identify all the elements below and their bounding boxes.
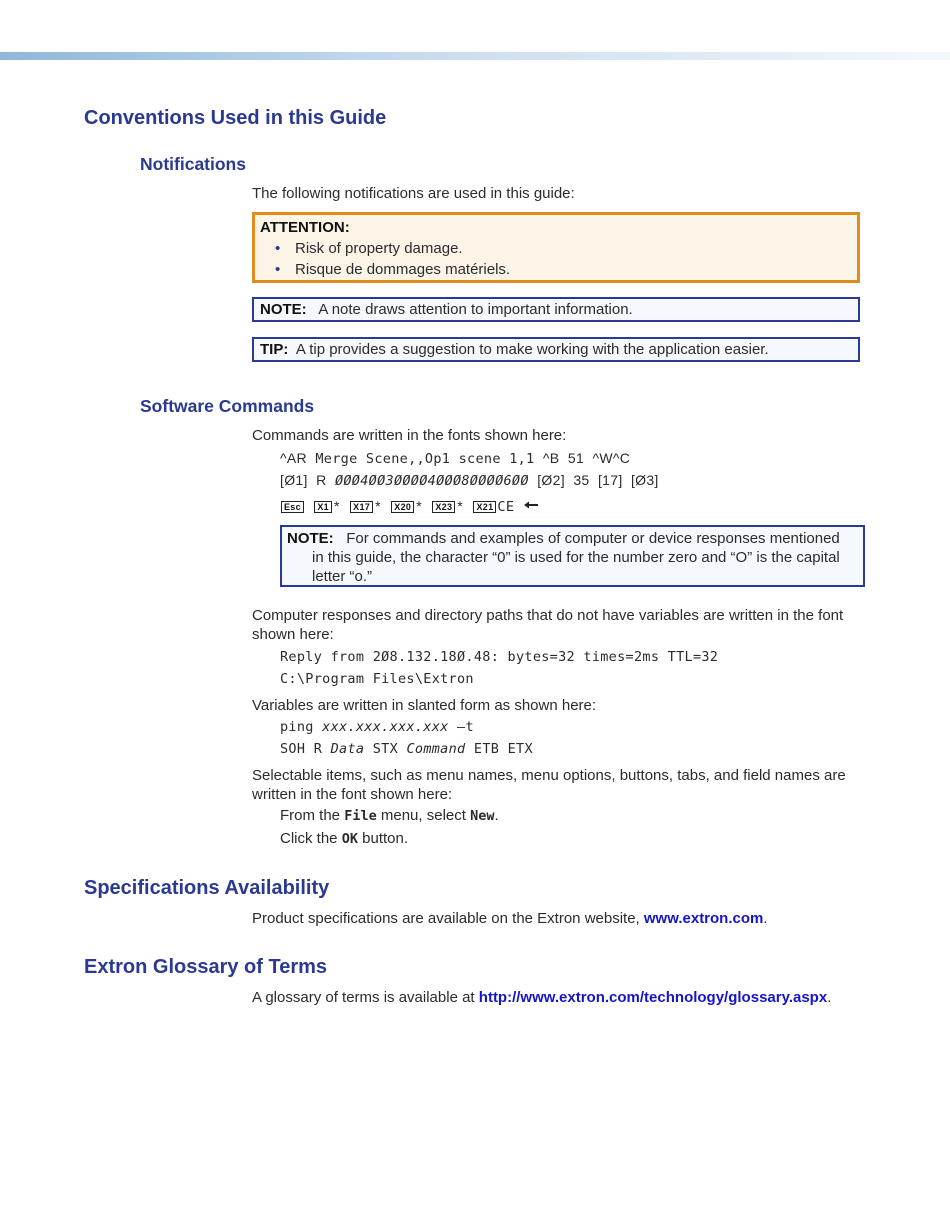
star-glyph: * <box>416 498 422 514</box>
key-x20: X20 <box>391 501 414 513</box>
sel-text: Click the <box>280 830 338 847</box>
selectable-intro: Selectable items, such as menu names, menu options, buttons, tabs, and field names are written in the font shown here: <box>252 767 846 803</box>
note-text: A note draws attention to important information. <box>318 301 633 318</box>
var-command: Command <box>406 741 466 757</box>
sel-text: button. <box>362 830 409 847</box>
cmd-merge-scene: Merge Scene,,Op1 scene 1,1 <box>315 451 535 467</box>
var-option: —t <box>457 719 474 735</box>
cmd-ctrl-wc: ^W^C <box>592 450 631 466</box>
section-heading-conventions: Conventions Used in this Guide <box>84 107 387 129</box>
glossary-paragraph <box>252 988 862 1007</box>
key-x23: X23 <box>432 501 455 513</box>
var-soh: SOH R <box>280 741 323 757</box>
cmd-02: [Ø2] <box>537 472 565 488</box>
variables-intro: Variables are written in slanted form as shown here: <box>252 697 597 714</box>
cmd-17: [17] <box>597 472 623 488</box>
key-x21: X21 <box>473 501 496 513</box>
commands-intro: Commands are written in the fonts shown here: <box>252 427 567 444</box>
attention-item: • Risque de dommages matériels. <box>295 259 857 280</box>
key-x17: X17 <box>350 501 373 513</box>
cmd-51: 51 <box>567 450 585 466</box>
section-heading-specs: Specifications Availability <box>84 877 330 899</box>
cmd-ctrl-b: ^B <box>542 450 560 466</box>
sel-text: From the <box>280 807 341 824</box>
notifications-intro: The following notifications are used in this guide: <box>252 185 575 202</box>
var-ip: xxx.xxx.xxx.xxx <box>322 719 449 735</box>
var-stx: STX <box>372 741 399 757</box>
key-x1: X1 <box>314 501 332 513</box>
note-box <box>252 297 860 322</box>
command-line-2 <box>280 472 659 489</box>
var-ping: ping <box>280 719 314 735</box>
glossary-period: . <box>827 989 832 1006</box>
cmd-ctrl-ar: ^AR <box>280 450 307 466</box>
note-label: NOTE: <box>260 301 307 318</box>
sel-file: File <box>344 808 377 824</box>
command-line-3 <box>280 498 539 515</box>
key-esc: Esc <box>281 501 304 513</box>
subheading-software-commands: Software Commands <box>140 396 315 416</box>
sel-period: . <box>494 807 499 824</box>
selectable-line-2 <box>280 830 408 847</box>
tip-label: TIP: <box>260 341 289 358</box>
sel-ok: OK <box>341 831 358 847</box>
attention-box <box>252 212 860 283</box>
variable-line-2 <box>280 741 533 757</box>
cmd-r: R <box>316 472 327 488</box>
sel-text: menu, select <box>380 807 466 824</box>
star-glyph: * <box>457 498 464 514</box>
command-note-text: For commands and examples of computer or device responses mentioned in this guide, the character “0” is used for the number zero and “O” is the capital letter “o.” <box>312 530 840 585</box>
attention-list <box>260 238 857 280</box>
attention-item: • Risk of property damage. <box>295 238 857 259</box>
cmd-ce: CE <box>497 499 515 515</box>
responses-intro: Computer responses and directory paths that do not have variables are written in the font shown here: <box>252 607 844 643</box>
cmd-hex-value: ØØØ4ØØ3ØØØØ4ØØØ8ØØØØ6ØØ <box>334 473 529 489</box>
command-note-box <box>280 525 865 587</box>
cmd-03: [Ø3] <box>630 472 659 488</box>
var-data: Data <box>330 741 365 757</box>
sel-new: New <box>470 808 495 824</box>
tip-text: A tip provides a suggestion to make working with the application easier. <box>295 341 769 358</box>
enter-arrow-icon <box>523 499 539 515</box>
var-etb-etx: ETB ETX <box>473 741 533 757</box>
variable-line-1 <box>280 719 474 735</box>
star-glyph: * <box>333 498 340 514</box>
subheading-notifications: Notifications <box>140 154 246 174</box>
selectable-line-1 <box>280 807 499 824</box>
cmd-01: [Ø1] <box>280 472 308 488</box>
specs-period: . <box>763 910 768 927</box>
glossary-link[interactable]: http://www.extron.com/technology/glossary.aspx <box>478 989 828 1006</box>
specs-text: Product specifications are available on the Extron website, <box>252 910 640 927</box>
extron-website-link[interactable]: www.extron.com <box>643 910 764 927</box>
response-line-1: Reply from 2Ø8.132.18Ø.48: bytes=32 times=2ms TTL=32 <box>280 649 719 665</box>
cmd-35: 35 <box>573 472 590 488</box>
attention-title: ATTENTION: <box>260 219 350 236</box>
tip-box <box>252 337 860 362</box>
command-line-1 <box>280 450 630 467</box>
header-band <box>0 52 950 60</box>
command-note-label: NOTE: <box>287 530 334 547</box>
specs-paragraph <box>252 909 862 928</box>
star-glyph: * <box>375 498 381 514</box>
path-line: C:\Program Files\Extron <box>280 671 474 687</box>
section-heading-glossary: Extron Glossary of Terms <box>84 956 328 978</box>
glossary-text: A glossary of terms is available at <box>252 989 475 1006</box>
